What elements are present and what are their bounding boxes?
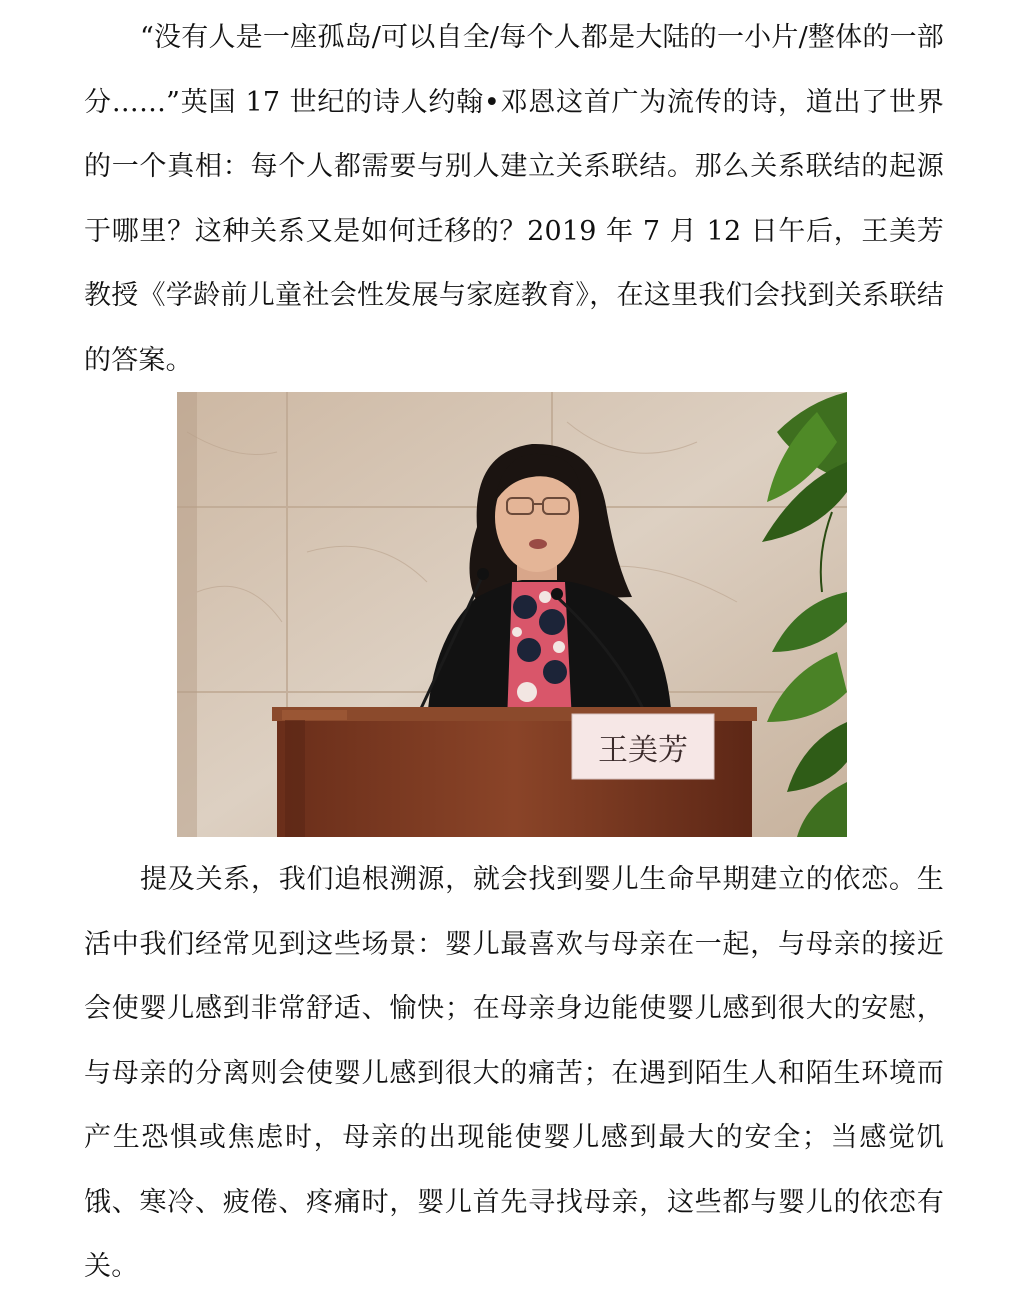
speaker-photo — [177, 392, 847, 837]
name-card-text: 王美芳 — [598, 733, 688, 768]
intro-paragraph: “没有人是一座孤岛/可以自全/每个人都是大陆的一小片/整体的一部分……”英国 17 世纪的诗人约翰•邓恩这首广为流传的诗，道出了世界的一个真相：每个人都需要与别人建立关系联结。那么关系联结的起源于哪里？这种关系又是如何迁移的？2019 年 7 月 12 日午后，王美芳教授《学龄前儿童社会性发展与家庭教育》，在这里我们会找到关系联结的答案。 — [84, 22, 944, 376]
body-paragraph: 提及关系，我们追根溯源，就会找到婴儿生命早期建立的依恋。生活中我们经常见到这些场景：婴儿最喜欢与母亲在一起，与母亲的接近会使婴儿感到非常舒适、愉快；在母亲身边能使婴儿感到很大的安慰，与母亲的分离则会使婴儿感到很大的痛苦；在遇到陌生人和陌生环境而产生恐惧或焦虑时，母亲的出现能使婴儿感到最大的安全；当感觉饥饿、寒冷、疲倦、疼痛时，婴儿首先寻找母亲，这些都与婴儿的依恋有关。 — [84, 864, 944, 1282]
